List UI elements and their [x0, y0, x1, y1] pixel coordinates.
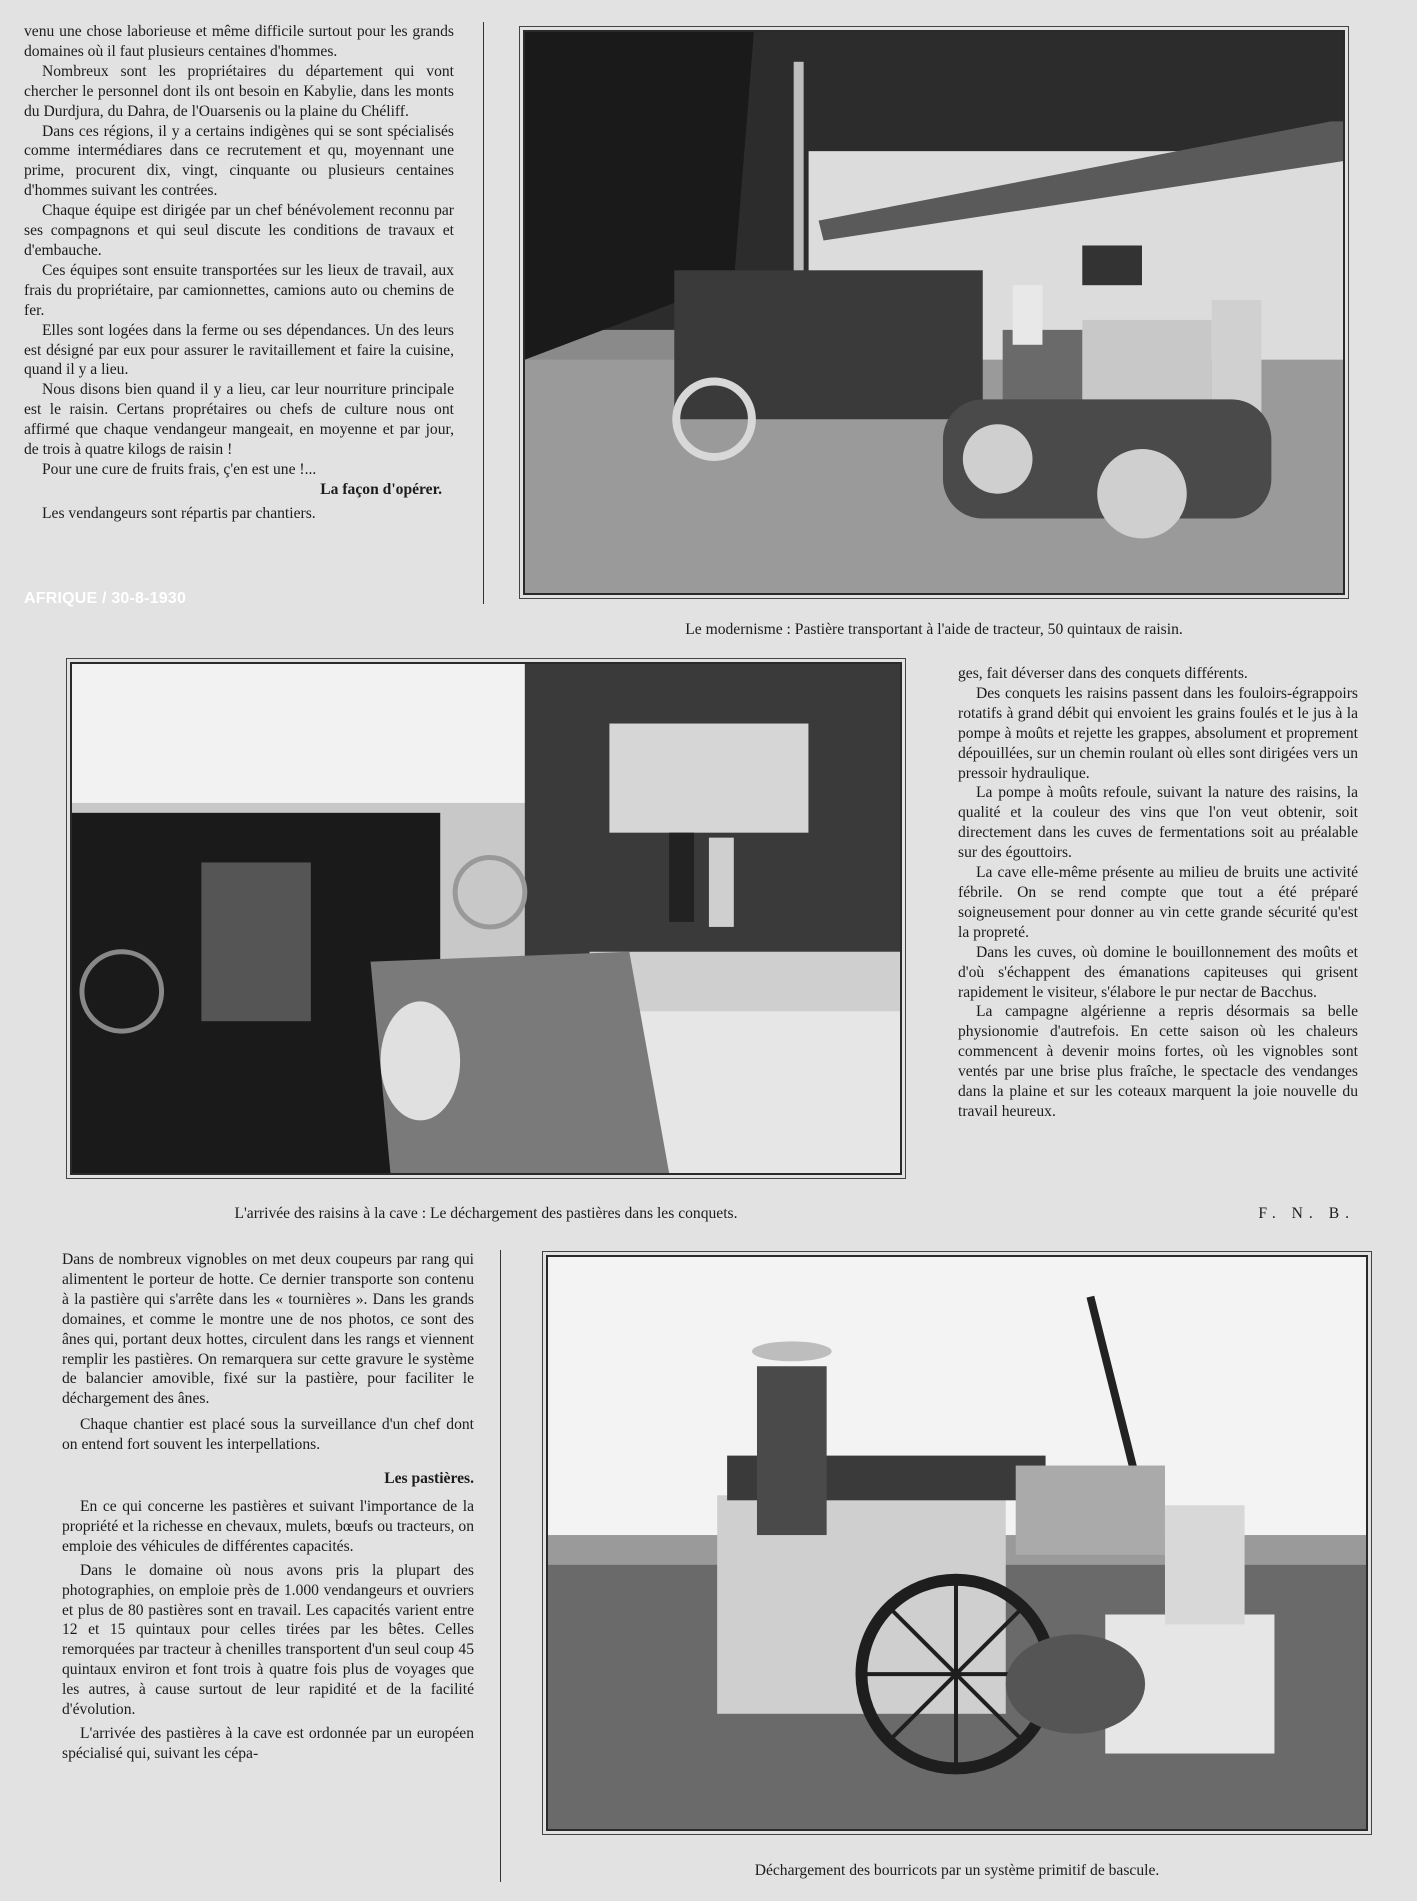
paragraph: Ces équipes sont ensuite transportées sur les lieux de travail, aux frais du propriétaire, par camionnettes, camions auto ou chemins de fer.	[24, 261, 454, 319]
paragraph: Dans ces régions, il y a certains indigènes qui se sont spécialisés comme intermédiares dans ce recrutement et qu, moyennant une prime, procurent dix, vingt, cinquante ou plusieurs centaines d'hommes suivant les contrées.	[24, 122, 454, 200]
paragraph: Elles sont logées dans la ferme ou ses dépendances. Un des leurs est désigné par eux pour assurer le ravitaillement et faire la cuisine, quand il y a lieu.	[24, 321, 454, 379]
paragraph: En ce qui concerne les pastières et suivant l'importance de la propriété et la richesse en chevaux, mulets, bœufs ou tracteurs, on emploie des véhicules de différentes capacités.	[62, 1497, 474, 1555]
archive-stamp: AFRIQUE / 30-8-1930	[24, 590, 187, 607]
caption-photo-donkeys: Déchargement des bourricots par un système primitif de bascule.	[754, 1862, 1160, 1879]
signature: F. N. B.	[1258, 1205, 1355, 1222]
paragraph: ges, fait déverser dans des conquets différents.	[958, 665, 1248, 682]
paragraph: La campagne algérienne a repris désormais sa belle physionomie d'autrefois. En cette saison où les chaleurs commencent à devenir moins fortes, où les vignobles sont ventés par une brise plus fraîche, le spectacle des vendanges dans la plaine et sur les coteaux marquent la joie nouvelle du travail heureux.	[958, 1003, 1358, 1120]
column-bottom-left	[62, 1250, 474, 1764]
paragraph: Nombreux sont les propriétaires du département qui vont chercher le personnel dont ils ont besoin en Kabylie, dans les monts du Durdjura, du Dahra, de l'Ouarsenis ou la plaine du Chéliff.	[24, 62, 454, 120]
subheading-facon: La façon d'opérer.	[320, 480, 442, 498]
photo-donkeys-unloading	[546, 1255, 1368, 1831]
paragraph: Pour une cure de fruits frais, ç'en est une !...	[42, 460, 317, 478]
cellar-image	[72, 664, 900, 1173]
column-top-left	[24, 22, 454, 524]
photo-cellar-arrival	[70, 662, 902, 1175]
subheading-pastieres: Les pastières.	[384, 1470, 474, 1488]
column-divider	[500, 1250, 501, 1882]
photo-tractor	[523, 30, 1345, 595]
donkeys-image	[548, 1257, 1366, 1829]
paragraph: Dans le domaine où nous avons pris la plupart des photographies, on emploie près de 1.000 vendangeurs et ouvriers et plus de 80 pastières sont en travail. Les capacités varient entre 12 et 15 quintaux pour celles tirées par les bêtes. Celles remorquées par tracteur à chenilles transportent d'un seul coup 45 quintaux environ et font trois à quatre fois plus de voyages que les autres, à cause surtout de leur rapidité et de la facilité d'évolution.	[62, 1561, 474, 1719]
paragraph: Dans de nombreux vignobles on met deux coupeurs par rang qui alimentent le porteur de hotte. Ce dernier transporte son contenu à la pastière qui s'arrête dans les « tournières ». Dans les grands domaines, et comme le montre une de nos photos, ce sont des ânes qui, portant deux hottes, circulent dans les rangs et viennent remplir les pastières. On remarquera sur cette gravure le système de balancier amovible, fixé sur la pastière, pour faciliter le déchargement des ânes.	[62, 1251, 474, 1408]
paragraph: venu une chose laborieuse et même difficile surtout pour les grands domaines où il faut plusieurs centaines d'hommes.	[24, 23, 454, 60]
paragraph: Chaque chantier est placé sous la surveillance d'un chef dont on entend fort souvent les interpellations.	[62, 1416, 474, 1454]
column-middle-right	[958, 664, 1358, 1122]
paragraph: La pompe à moûts refoule, suivant la nature des raisins, la qualité et la couleur des vins que l'on veut obtenir, soit directement dans les cuves de fermentations soit au préalable sur des égouttoirs.	[958, 784, 1358, 862]
paragraph: La cave elle-même présente au milieu de bruits une activité fébrile. On se rend compte que tout a été préparé soigneusement pour donner au vin cette grande sécurité qu'est la propreté.	[958, 864, 1358, 941]
caption-photo-tractor: Le modernisme : Pastière transportant à l'aide de tracteur, 50 quintaux de raisin.	[685, 621, 1183, 638]
column-divider	[483, 22, 484, 604]
paragraph: Dans les cuves, où domine le bouillonnement des moûts et d'où s'échappent des émanations capiteuses qui grisent rapidement le visiteur, s'élabore le pur nectar de Bacchus.	[958, 943, 1358, 1001]
tractor-image	[525, 32, 1343, 593]
paragraph: Des conquets les raisins passent dans les fouloirs-égrappoirs rotatifs à grand débit qui envoient les grains foulés et le jus à la pompe à moûts et rejette les grappes, absolument et proprement dépouillées, sur un chemin roulant où elles sont dirigées vers un pressoir hydraulique.	[958, 684, 1358, 782]
caption-photo-cellar: L'arrivée des raisins à la cave : Le déchargement des pastières dans les conquets.	[234, 1205, 738, 1222]
paragraph: Nous disons bien quand il y a lieu, car leur nourriture principale est le raisin. Certans proprétaires ou chefs de culture nous ont affirmé que chaque vendangeur mangeait, en moyenne et par jour, de trois à quatre kilogs de raisin !	[24, 381, 454, 459]
paragraph: Les vendangeurs sont répartis par chantiers.	[42, 504, 316, 522]
paragraph: L'arrivée des pastières à la cave est ordonnée par un européen spécialisé qui, suivant les cépa-	[62, 1724, 474, 1762]
paragraph: Chaque équipe est dirigée par un chef bénévolement reconnu par ses compagnons et qui seul discute les conditions de travaux et d'embauche.	[24, 202, 454, 259]
